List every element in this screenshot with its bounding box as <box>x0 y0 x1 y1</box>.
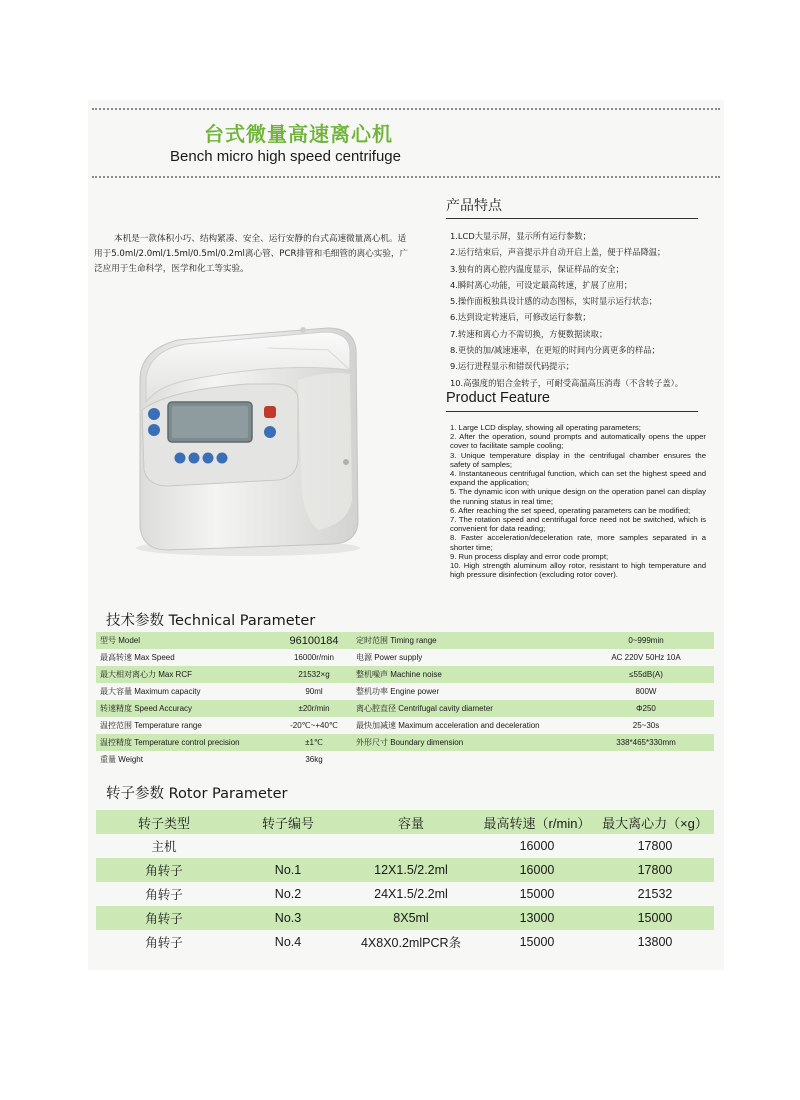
feature-cn-item: 2.运行结束后，声音提示并自动开启上盖，便于样品降温； <box>450 247 666 258</box>
feature-cn-item: 4.瞬时离心功能，可设定最高转速，扩展了应用； <box>450 279 633 290</box>
param-value: 21532×g <box>276 666 352 683</box>
feature-en-item: 9. Run process display and error code prompt; <box>450 551 609 561</box>
title-english: Bench micro high speed centrifuge <box>170 148 401 165</box>
table-row <box>96 666 714 683</box>
table-cell: 角转子 <box>96 906 232 930</box>
features-en-rule <box>446 411 698 412</box>
table-cell: No.1 <box>232 858 344 882</box>
feature-en-item: 8. Faster acceleration/deceleration rate, more samples separated in a shorter time; <box>450 533 706 552</box>
param-label: 最快加减速 Maximum acceleration and deceleration <box>356 721 540 730</box>
table-cell: 13000 <box>478 906 596 930</box>
table-cell: 12X1.5/2.2ml <box>344 858 478 882</box>
table-cell <box>232 834 344 858</box>
button-icon <box>148 408 160 420</box>
feature-cn-item: 8.更快的加/减速速率，在更短的时间内分离更多的样品； <box>450 345 660 356</box>
table-cell: 角转子 <box>145 888 183 902</box>
feature-cn-item: 3.独有的离心腔内温度显示，保证样品的安全； <box>450 263 624 274</box>
param-value: ≤55dB(A) <box>578 666 714 683</box>
table-cell: 16000 <box>519 839 555 853</box>
param-label <box>352 751 578 768</box>
table-cell: No.3 <box>232 906 344 930</box>
param-value: 16000r/min <box>293 653 335 662</box>
start-button-icon <box>264 426 276 438</box>
column-header: 最高转速（r/min） <box>478 810 596 834</box>
param-value: 338*465*330mm <box>578 734 714 751</box>
param-label: 型号 Model <box>96 632 276 649</box>
feature-cn-item: 10.高强度的铝合金转子，可耐受高温高压消毒（不含转子盖）。 <box>450 377 684 388</box>
feature-cn-item: 1.LCD大显示屏，显示所有运行参数； <box>450 231 591 241</box>
features-cn-heading: 产品特点 <box>446 198 502 214</box>
param-value: 36kg <box>305 755 323 764</box>
param-label: 定时范围 Timing range <box>352 632 578 649</box>
table-row <box>96 906 714 930</box>
feature-cn-item: 9.运行进程显示和错误代码提示； <box>450 361 575 372</box>
table-cell: 17800 <box>596 858 714 882</box>
param-label: 整机功率 Engine power <box>356 687 440 696</box>
table-cell: 17800 <box>637 839 673 853</box>
body-side <box>298 373 352 530</box>
intro-paragraph: 本机是一款体积小巧、结构紧凑、安全、运行安静的台式高速微量离心机。适用于5.0ml/2.0ml/1.5ml/0.5ml/0.2ml离心管、PCR排管和毛细管的离心实验，广泛应用于生命科学，医学和化工等实验。 <box>94 234 409 274</box>
table-cell: 21532 <box>637 887 673 901</box>
table-row <box>96 649 714 666</box>
table-row <box>96 751 714 768</box>
table-row <box>96 632 714 649</box>
table-cell <box>344 834 478 858</box>
feature-en-item: 2. After the operation, sound prompts and automatically opens the upper cover to facilitate sample cooling; <box>450 432 706 451</box>
feature-en-item: 10. High strength aluminum alloy rotor, resistant to high temperature and high pressure disinfection (excluding rotor cover). <box>450 561 706 580</box>
stop-button-icon <box>264 406 276 418</box>
param-value: Φ250 <box>578 700 714 717</box>
table-cell: 角转子 <box>96 858 232 882</box>
table-cell: 15000 <box>519 935 555 949</box>
centrifuge-illustration <box>128 310 368 560</box>
param-label: 外形尺寸 Boundary dimension <box>352 734 578 751</box>
param-label: 温控精度 Temperature control precision <box>96 734 276 751</box>
table-cell: 8X5ml <box>344 906 478 930</box>
feature-en-item: 7. The rotation speed and centrifugal force need not be switched, which is convenient for data reading; <box>450 515 706 534</box>
param-value <box>578 751 714 768</box>
features-cn-list <box>450 228 730 391</box>
features-en-list <box>450 423 706 579</box>
table-cell: 13800 <box>637 935 673 949</box>
features-cn-rule <box>446 218 698 219</box>
param-label: 电源 Power supply <box>356 653 423 662</box>
features-en-heading: Product Feature <box>446 390 550 406</box>
param-label: 整机噪声 Machine noise <box>352 666 578 683</box>
column-header: 容量 <box>344 810 478 834</box>
rotor-heading: 转子参数 Rotor Parameter <box>106 786 288 802</box>
rotor-table <box>96 810 714 954</box>
table-row <box>96 700 714 717</box>
button-icon <box>203 453 214 464</box>
feature-cn-item: 5.操作面板独具设计感的动态图标，实时显示运行状态； <box>450 296 658 307</box>
param-label: 最大相对离心力 Max RCF <box>96 666 276 683</box>
feature-en-item: 4. Instantaneous centrifugal function, which can set the highest speed and expand the application; <box>450 469 706 488</box>
lcd-display <box>172 406 248 438</box>
column-header: 转子类型 <box>96 810 232 834</box>
table-row <box>96 930 714 954</box>
table-row <box>96 717 714 734</box>
button-icon <box>189 453 200 464</box>
feature-cn-item: 7.转速和离心力不需切换，方便数据读取； <box>450 328 608 339</box>
bottom-dotted-divider <box>92 176 720 178</box>
button-icon <box>217 453 228 464</box>
technical-table <box>96 632 714 768</box>
param-value: ±20r/min <box>276 700 352 717</box>
feature-cn-item: 6.达到设定转速后，可修改运行参数； <box>450 312 591 323</box>
button-icon <box>175 453 186 464</box>
feature-en-item: 1. Large LCD display, showing all operating parameters; <box>450 423 641 432</box>
column-header: 转子编号 <box>232 810 344 834</box>
param-value: 25~30s <box>632 721 660 730</box>
lid-knob <box>300 327 306 333</box>
table-cell: No.4 <box>274 935 302 949</box>
param-value: 800W <box>635 687 657 696</box>
table-cell: 主机 <box>151 840 177 854</box>
table-cell: 15000 <box>519 887 555 901</box>
column-header: 最大离心力（×g） <box>596 810 714 834</box>
table-header-row <box>96 810 714 834</box>
feature-en-item: 3. Unique temperature display in the centrifugal chamber ensures the safety of samples; <box>450 450 706 469</box>
table-cell: 16000 <box>478 858 596 882</box>
table-cell: No.2 <box>274 887 302 901</box>
param-value: -20℃~+40℃ <box>290 721 338 730</box>
table-row <box>96 734 714 751</box>
table-row <box>96 834 714 858</box>
param-label: 离心腔直径 Centrifugal cavity diameter <box>352 700 578 717</box>
top-dotted-divider <box>92 108 720 110</box>
param-value: ±1℃ <box>276 734 352 751</box>
param-value: 96100184 <box>276 632 352 649</box>
param-value: 0~999min <box>578 632 714 649</box>
param-value: 90ml <box>305 687 323 696</box>
table-cell: 角转子 <box>145 936 183 950</box>
table-row <box>96 882 714 906</box>
param-label: 最高转速 Max Speed <box>100 653 175 662</box>
param-label: 转速精度 Speed Accuracy <box>96 700 276 717</box>
screw-icon <box>343 459 349 465</box>
param-value: AC 220V 50Hz 10A <box>611 653 681 662</box>
feature-en-item: 5. The dynamic icon with unique design on the operation panel can display the running status in real time; <box>450 487 706 506</box>
title-chinese: 台式微量高速离心机 <box>204 122 393 146</box>
table-row <box>96 683 714 700</box>
param-label: 最大容量 Maximum capacity <box>100 687 201 696</box>
table-cell: 24X1.5/2.2ml <box>374 887 448 901</box>
param-label: 重量 Weight <box>100 755 143 764</box>
table-cell: 4X8X0.2mlPCR条 <box>360 936 462 950</box>
table-row <box>96 858 714 882</box>
table-cell: 15000 <box>596 906 714 930</box>
button-icon <box>148 424 160 436</box>
feature-en-item: 6. After reaching the set speed, operating parameters can be modified; <box>450 505 691 515</box>
technical-heading: 技术参数 Technical Parameter <box>106 613 316 629</box>
param-label: 温控范围 Temperature range <box>100 721 202 730</box>
